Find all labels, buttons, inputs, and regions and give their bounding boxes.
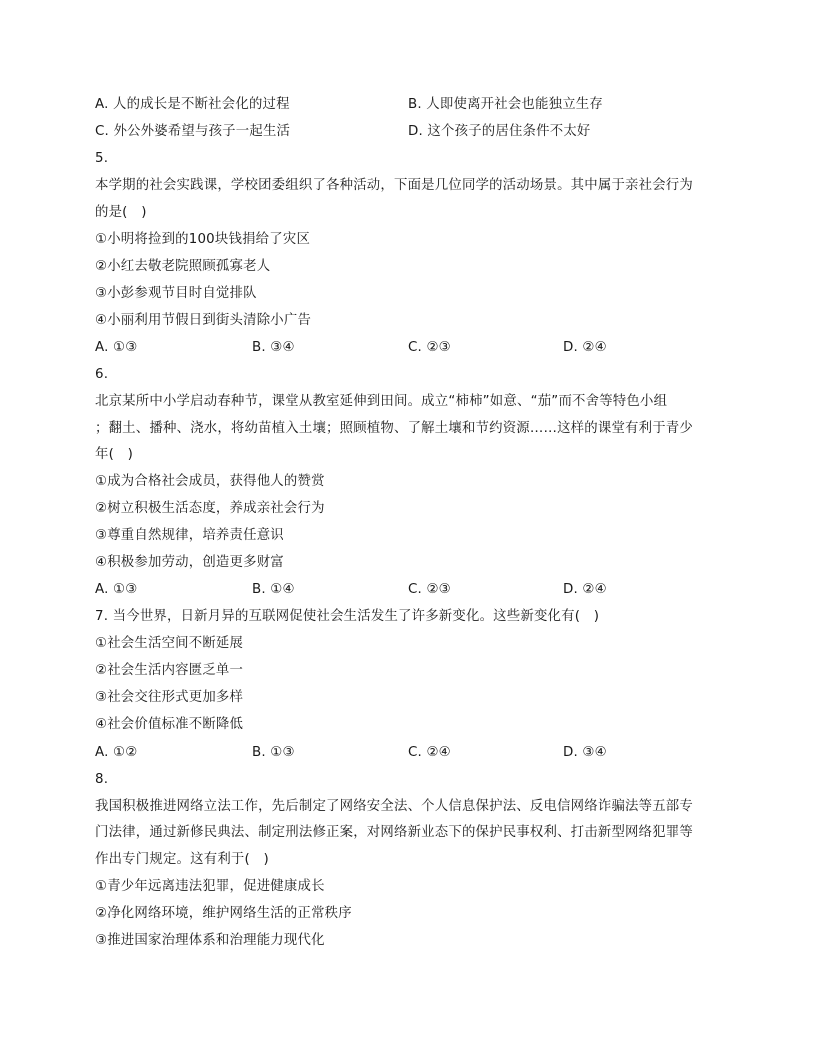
q7-item: ③社会交往形式更加多样 — [95, 690, 244, 705]
q4-option-a: A. 人的成长是不断社会化的过程 — [95, 97, 290, 112]
q4-option-c: C. 外公外婆希望与孩子一起生活 — [95, 124, 291, 139]
q7-item: ④社会价值标准不断降低 — [95, 717, 244, 732]
q6-option-b: B. ①④ — [252, 582, 295, 597]
q8-item: ①青少年远离违法犯罪，促进健康成长 — [95, 879, 325, 894]
q6-stem-line: ；翻土、播种、浇水，将幼苗植入土壤；照顾植物、了解土壤和节约资源……这样的课堂有利于青少 — [95, 421, 693, 436]
q8-item: ②净化网络环境，维护网络生活的正常秩序 — [95, 906, 352, 921]
q7-item: ②社会生活内容匮乏单一 — [95, 663, 244, 678]
q6-option-d: D. ②④ — [563, 582, 607, 597]
q6-number: 6. — [95, 367, 109, 382]
q8-number: 8. — [95, 772, 109, 787]
q6-item: ①成为合格社会成员，获得他人的赞赏 — [95, 474, 325, 489]
q4-option-b: B. 人即使离开社会也能独立生存 — [408, 97, 603, 112]
q7-option-a: A. ①② — [95, 745, 138, 760]
q7-option-d: D. ③④ — [563, 745, 607, 760]
q6-item: ③尊重自然规律，培养责任意识 — [95, 528, 284, 543]
q4-option-d: D. 这个孩子的居住条件不太好 — [408, 124, 591, 139]
q5-number: 5. — [95, 151, 109, 166]
q6-option-a: A. ①③ — [95, 582, 138, 597]
q5-item: ②小红去敬老院照顾孤寡老人 — [95, 259, 271, 274]
q5-stem-line: 本学期的社会实践课，学校团委组织了各种活动，下面是几位同学的活动场景。其中属于亲社会行为 — [95, 178, 693, 193]
q8-stem-line: 门法律，通过新修民典法、制定刑法修正案，对网络新业态下的保护民事权利、打击新型网络犯罪等 — [95, 825, 693, 840]
q6-option-c: C. ②③ — [408, 582, 451, 597]
q7-option-c: C. ②④ — [408, 745, 451, 760]
q5-option-a: A. ①③ — [95, 340, 138, 355]
q8-item: ③推进国家治理体系和治理能力现代化 — [95, 933, 325, 948]
q6-stem-line: 年( ) — [95, 447, 134, 462]
q8-stem-line: 我国积极推进网络立法工作，先后制定了网络安全法、个人信息保护法、反电信网络诈骗法等五部专 — [95, 799, 693, 814]
q6-stem-line: 北京某所中小学启动春种节，课堂从教室延伸到田间。成立“柿柿”如意、“茄”而不舍等特色小组 — [95, 394, 668, 409]
q8-stem-line: 作出专门规定。这有利于( ) — [95, 852, 269, 867]
q5-item: ①小明将捡到的100块钱捐给了灾区 — [95, 232, 311, 247]
q5-item: ④小丽利用节假日到街头清除小广告 — [95, 313, 312, 328]
q5-item: ③小彭参观节目时自觉排队 — [95, 286, 257, 301]
q6-item: ④积极参加劳动，创造更多财富 — [95, 555, 284, 570]
q7-item: ①社会生活空间不断延展 — [95, 636, 244, 651]
q5-option-d: D. ②④ — [563, 340, 607, 355]
q5-stem-line: 的是( ) — [95, 205, 147, 220]
q7-stem: 7. 当今世界，日新月异的互联网促使社会生活发生了许多新变化。这些新变化有( ) — [95, 609, 600, 624]
q7-option-b: B. ①③ — [252, 745, 295, 760]
q5-option-b: B. ③④ — [252, 340, 295, 355]
q5-option-c: C. ②③ — [408, 340, 451, 355]
q6-item: ②树立积极生活态度，养成亲社会行为 — [95, 501, 325, 516]
